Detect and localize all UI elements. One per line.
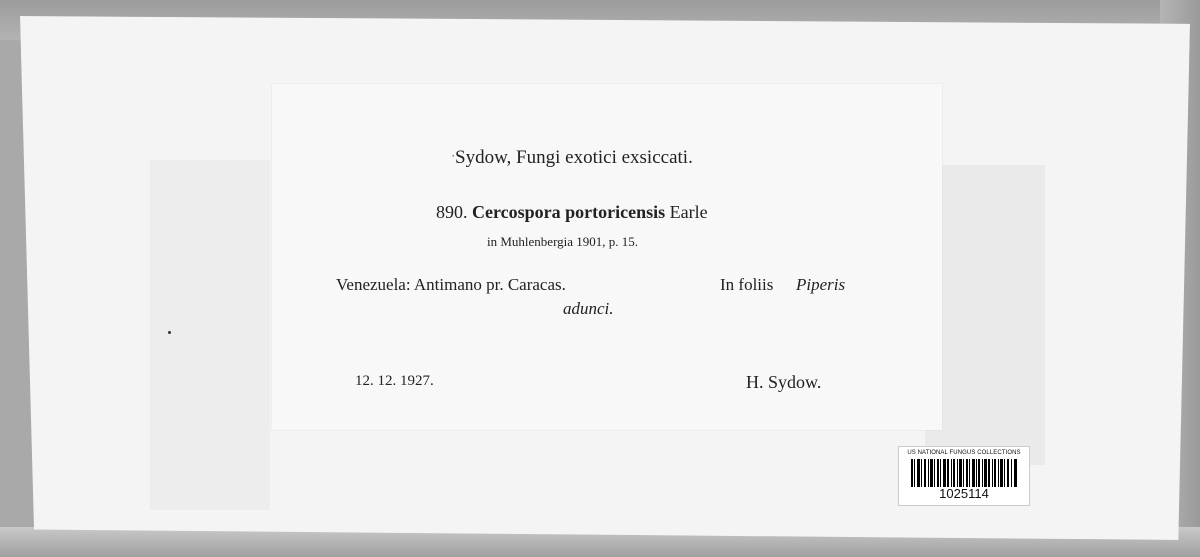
paper-fold-left bbox=[150, 160, 270, 510]
host-genus: Piperis bbox=[796, 275, 846, 294]
citation: in Muhlenbergia 1901, p. 15. bbox=[487, 234, 639, 249]
barcode-icon bbox=[911, 459, 1017, 487]
barcode-label bbox=[898, 446, 1030, 506]
host-prefix: In foliis bbox=[720, 275, 774, 294]
paper-fold-right bbox=[925, 165, 1045, 465]
barcode-number: 1025114 bbox=[939, 486, 989, 501]
series-dash-mark: · bbox=[451, 148, 456, 163]
collection-date: 12. 12. 1927. bbox=[355, 373, 434, 389]
species-authority: Earle bbox=[669, 202, 708, 222]
species-name: Cercospora portoricensis bbox=[472, 202, 666, 222]
barcode-header: US NATIONAL FUNGUS COLLECTIONS bbox=[907, 450, 1021, 456]
locality: Venezuela: Antimano pr. Caracas. bbox=[336, 275, 566, 294]
collector-name: H. Sydow. bbox=[746, 372, 822, 392]
host-species: adunci. bbox=[563, 299, 614, 318]
specimen-number: 890. bbox=[436, 202, 468, 222]
paper-speck bbox=[168, 331, 171, 334]
specimen-title bbox=[436, 202, 708, 223]
series-title: Sydow, Fungi exotici exsiccati. bbox=[455, 147, 693, 168]
